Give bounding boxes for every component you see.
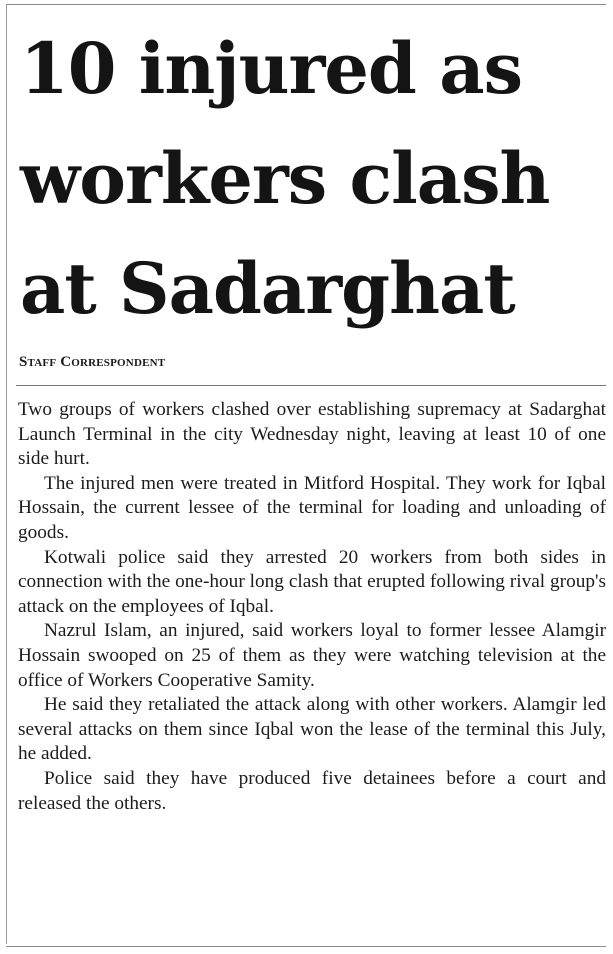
- top-border-rule: [6, 4, 606, 5]
- paragraph-4: Nazrul Islam, an injured, said workers loyal to former lessee Alamgir Hossain swooped on 25 of them as they were watching television at the office of Workers Cooperative Samity.: [18, 620, 606, 691]
- headline-line-2: workers clash: [20, 137, 550, 220]
- paragraph-3: Kotwali police said they arrested 20 workers from both sides in connection with the one-hour long clash that erupted following rival group's attack on the employees of Iqbal.: [18, 546, 606, 617]
- left-border-rule: [6, 4, 7, 944]
- byline: Staff Correspondent: [19, 354, 166, 370]
- paragraph-6: Police said they have produced five detainees before a court and released the others.: [18, 767, 606, 814]
- headline-line-3: at Sadarghat: [20, 247, 515, 330]
- headline-line-1: 10 injured as: [20, 27, 522, 110]
- byline-divider: [16, 385, 606, 386]
- paragraph-1: Two groups of workers clashed over establishing supremacy at Sadarghat Launch Terminal in the city Wednesday night, leaving at least 10 of one side hurt.: [18, 399, 606, 470]
- bottom-border-rule: [6, 946, 606, 947]
- paragraph-5: He said they retaliated the attack along with other workers. Alamgir led several attacks on them since Iqbal won the lease of the terminal this July, he added.: [18, 694, 606, 765]
- paragraph-2: The injured men were treated in Mitford Hospital. They work for Iqbal Hossain, the current lessee of the terminal for loading and unloading of goods.: [18, 472, 606, 543]
- article-body: [18, 398, 606, 816]
- headline: [20, 14, 610, 344]
